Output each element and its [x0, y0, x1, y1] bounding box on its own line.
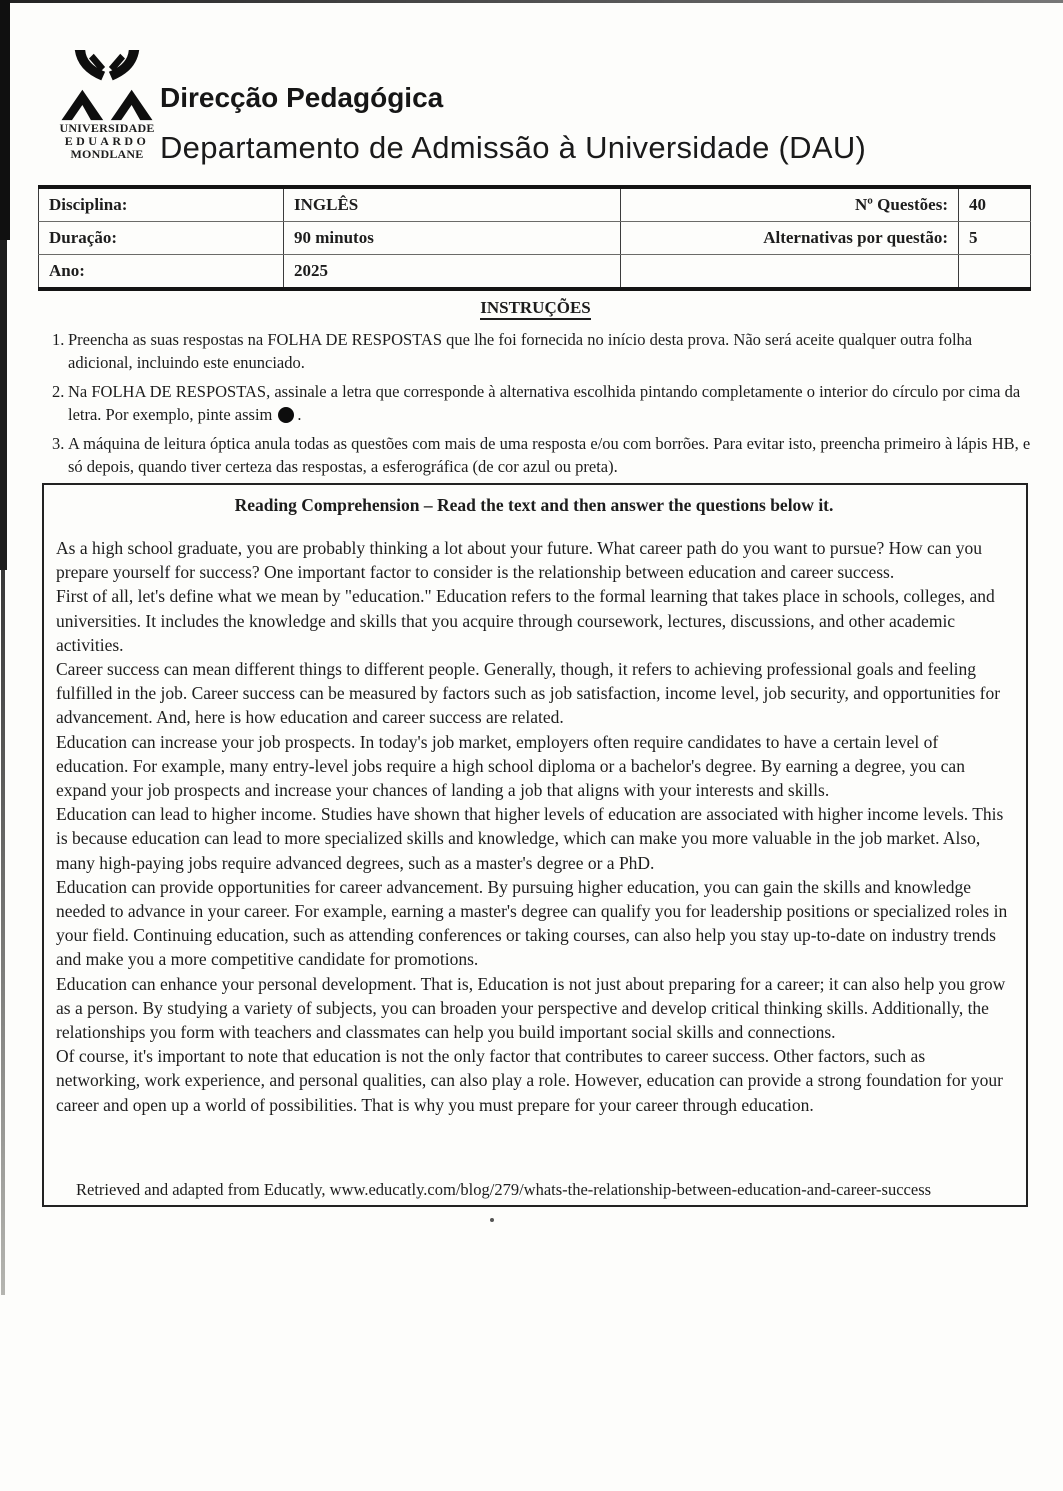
- discipline-label: Disciplina:: [39, 187, 284, 222]
- university-name-line: EDUARDO: [64, 134, 150, 148]
- scan-dot-artifact: [490, 1218, 494, 1222]
- year-label: Ano:: [39, 255, 284, 290]
- reading-paragraph: Career success can mean different things to different people. Generally, though, it refers to achieving professional goals and feeling fulfilled in the job. Career success can be measured by factors such as job satisfaction, income level, job security, and opportunities for advancement. And, here is how education and career success are related.: [56, 659, 1001, 728]
- num-questions-label: Nº Questões:: [621, 187, 959, 222]
- scan-left-band-artifact: [0, 0, 10, 240]
- instruction-number: 1.: [52, 330, 65, 349]
- empty-cell: [959, 255, 1031, 290]
- scan-left-band-artifact: [0, 240, 7, 570]
- alternatives-value: 5: [959, 222, 1031, 255]
- instructions-section: [38, 298, 1033, 484]
- table-row: [39, 255, 1031, 290]
- reading-paragraph: Of course, it's important to note that education is not the only factor that contributes to career success. Other factors, such as networking, work experience, and personal qualities, can also play a role. However, education can provide a strong foundation for your career and open up a world of possibilities. That is why you must prepare for your career through education.: [56, 1046, 1003, 1115]
- instruction-text: Preencha as suas respostas na FOLHA DE RESPOSTAS que lhe foi fornecida no início desta prova. Não será aceite qualquer outra folha adicional, incluindo este enunciado.: [68, 330, 973, 372]
- reading-body: [56, 536, 1012, 1117]
- year-value: 2025: [284, 255, 621, 290]
- reading-comprehension-box: [42, 483, 1028, 1207]
- reading-paragraph: First of all, let's define what we mean by "education." Education refers to the formal learning that takes place in schools, colleges, and universities. It includes the knowledge and skills that you acquire through coursework, lectures, discussions, and other academic activities.: [56, 586, 995, 655]
- instruction-item: [38, 380, 1033, 426]
- university-logo: [52, 50, 162, 161]
- duration-label: Duração:: [39, 222, 284, 255]
- table-row: [39, 222, 1031, 255]
- university-name-line: MONDLANE: [70, 147, 144, 161]
- scan-left-band-artifact: [1, 570, 5, 1295]
- reading-paragraph: Education can provide opportunities for career advancement. By pursuing higher education, you can gain the skills and knowledge needed to advance in your career. For example, earning a master's degree can qualify you for leadership positions or specialized roles in your field. Continuing education, such as attending conferences or taking courses, can also help you stay up-to-date on industry trends and make you a more competitive candidate for promotions.: [56, 876, 1008, 970]
- exam-info-table: [38, 185, 1031, 291]
- uem-emblem-icon: [59, 50, 155, 122]
- reading-paragraph: Education can increase your job prospects. In today's job market, employers often require candidates to have a certain level of education. For example, many entry-level jobs require a high school diploma or a bachelor's degree. By earning a degree, you can expand your job prospects and increase your chances of landing a job that aligns with your interests and skills.: [56, 731, 965, 801]
- instruction-number: 2.: [52, 382, 65, 401]
- directorate-title: Direcção Pedagógica: [160, 82, 444, 113]
- instruction-text: Na FOLHA DE RESPOSTAS, assinale a letra que corresponde à alternativa escolhida pintando completamente o interior do círculo por cima da letra. Por exemplo, pinte assim .: [68, 382, 1021, 424]
- department-title: Departamento de Admissão à Universidade (DAU): [160, 130, 867, 165]
- reading-paragraph: Education can lead to higher income. Studies have shown that higher levels of education are associated with higher income levels. This is because education can lead to more specialized skills and knowledge, which can make you more valuable in the job market. Also, many high-paying jobs require advanced degrees, such as a master's degree or a PhD.: [56, 804, 1004, 873]
- scan-top-edge-artifact: [0, 0, 1063, 3]
- reading-title: Reading Comprehension – Read the text and then answer the questions below it.: [234, 495, 834, 515]
- instruction-item: [38, 432, 1033, 478]
- university-name-line: UNIVERSIDADE: [59, 121, 155, 135]
- instruction-text: A máquina de leitura óptica anula todas as questões com mais de uma resposta e/ou com borrões. Para evitar isto, preencha primeiro à lápis HB, e só depois, quando tiver certeza das respostas, a esferográfica (de cor azul ou preta).: [68, 434, 1031, 476]
- reading-paragraph: As a high school graduate, you are probably thinking a lot about your future. What career path do you want to pursue? How can you prepare yourself for success? One important factor to consider is the relationship between education and career success.: [56, 538, 982, 583]
- num-questions-value: 40: [959, 187, 1031, 222]
- reading-paragraph: Education can enhance your personal development. That is, Education is not just about preparing for a career; it can also help you grow as a person. By studying a variety of subjects, you can broaden your perspective and develop critical thinking skills. Additionally, the relationships you form with teachers and classmates can help you build important social skills and connections.: [56, 973, 1006, 1043]
- discipline-value: INGLÊS: [284, 187, 621, 222]
- alternatives-label: Alternativas por questão:: [621, 222, 959, 255]
- instruction-item: [38, 328, 1033, 374]
- empty-cell: [621, 255, 959, 290]
- source-citation: Retrieved and adapted from Educatly, www.educatly.com/blog/279/whats-the-relationship-between-education-and-career-success: [76, 1180, 932, 1199]
- instruction-number: 3.: [52, 434, 65, 453]
- duration-value: 90 minutos: [284, 222, 621, 255]
- filled-circle-example-icon: [278, 407, 294, 423]
- instructions-heading: INSTRUÇÕES: [38, 298, 1033, 318]
- table-row: [39, 187, 1031, 222]
- university-name: [52, 122, 162, 161]
